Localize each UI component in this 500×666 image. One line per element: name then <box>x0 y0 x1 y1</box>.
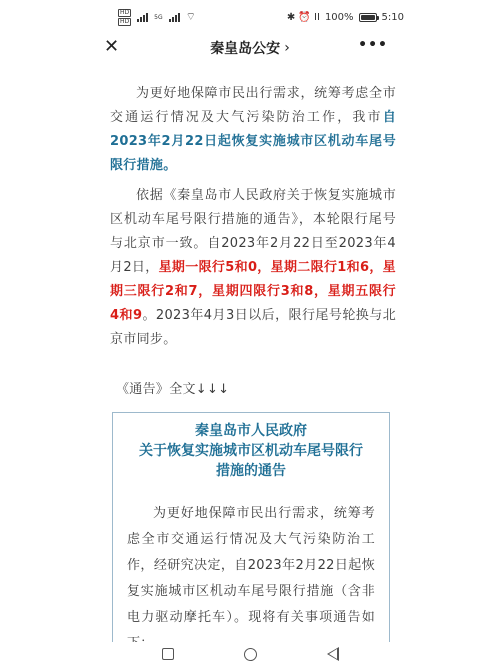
notice-intro: 《通告》全文↓↓↓ <box>116 382 230 397</box>
highlight-text-red: 星期一限行5和0，星期二限行1和6，星期三限行2和7，星期四限行3和8，星期五限行4和9 <box>110 260 396 323</box>
notice-body: 为更好地保障市民出行需求，统筹考虑全市交通运行情况及大气污染防治工作，经研究决定，自2023年2月22日起恢复实施城市区机动车尾号限行措施（含非电力驱动摩托车）。现将有关事项通告如 <box>127 506 375 625</box>
status-right <box>287 12 404 23</box>
home-icon[interactable] <box>244 648 257 661</box>
more-options-icon[interactable]: ••• <box>358 37 388 53</box>
wifi-icon: ⌔ <box>185 10 196 23</box>
recent-apps-icon[interactable] <box>162 648 174 660</box>
signal-icon-2 <box>169 13 180 22</box>
notice-title-line: 秦皇岛市人民政府 <box>195 423 307 439</box>
paragraph-text: 依据《秦皇岛市人民政府关于恢复实施城市区机动车尾号限行措施的通告》，本轮限行尾号与北京市一致。自2023年2月22日至2023年4月2日， <box>110 188 396 275</box>
clock-time: 5:10 <box>381 11 404 23</box>
paragraph-text: 。2023年4月3日以后，限行尾号轮换与北京市同步。 <box>110 308 396 347</box>
article-body <box>110 82 396 358</box>
hd-badge: HD <box>120 17 130 25</box>
nav-header <box>0 34 500 62</box>
bluetooth-alarm-vibrate-icons: ✱ ⏰ ⅠⅠ <box>286 11 320 23</box>
account-title[interactable]: 秦皇岛公安 <box>210 41 281 57</box>
network-label: 5G <box>154 13 163 21</box>
back-icon[interactable] <box>327 647 339 661</box>
chevron-right-icon[interactable]: › <box>284 40 290 56</box>
notice-title <box>127 421 375 481</box>
article-paragraph-1 <box>110 82 396 178</box>
hd-badge: HD <box>120 8 130 16</box>
notice-title-line: 措施的通告 <box>216 463 286 479</box>
notice-title-line: 关于恢复实施城市区机动车尾号限行 <box>139 443 363 459</box>
article-paragraph-2 <box>110 184 396 352</box>
paragraph-text: 为更好地保障市民出行需求，统筹考虑全市交通运行情况及大气污染防治工作，我市 <box>110 86 396 125</box>
system-nav-bar <box>0 642 500 666</box>
hd-badges <box>118 9 131 26</box>
status-bar <box>0 0 500 34</box>
highlight-text-blue: 自2023年2月22日起恢复实施城市区机动车尾号限行措施。 <box>110 110 396 173</box>
battery-percent: 100% <box>324 11 354 23</box>
close-icon[interactable]: ✕ <box>104 36 120 57</box>
status-left <box>118 9 196 26</box>
signal-icon <box>137 13 148 22</box>
battery-icon <box>359 13 377 22</box>
notice-box <box>112 412 390 642</box>
